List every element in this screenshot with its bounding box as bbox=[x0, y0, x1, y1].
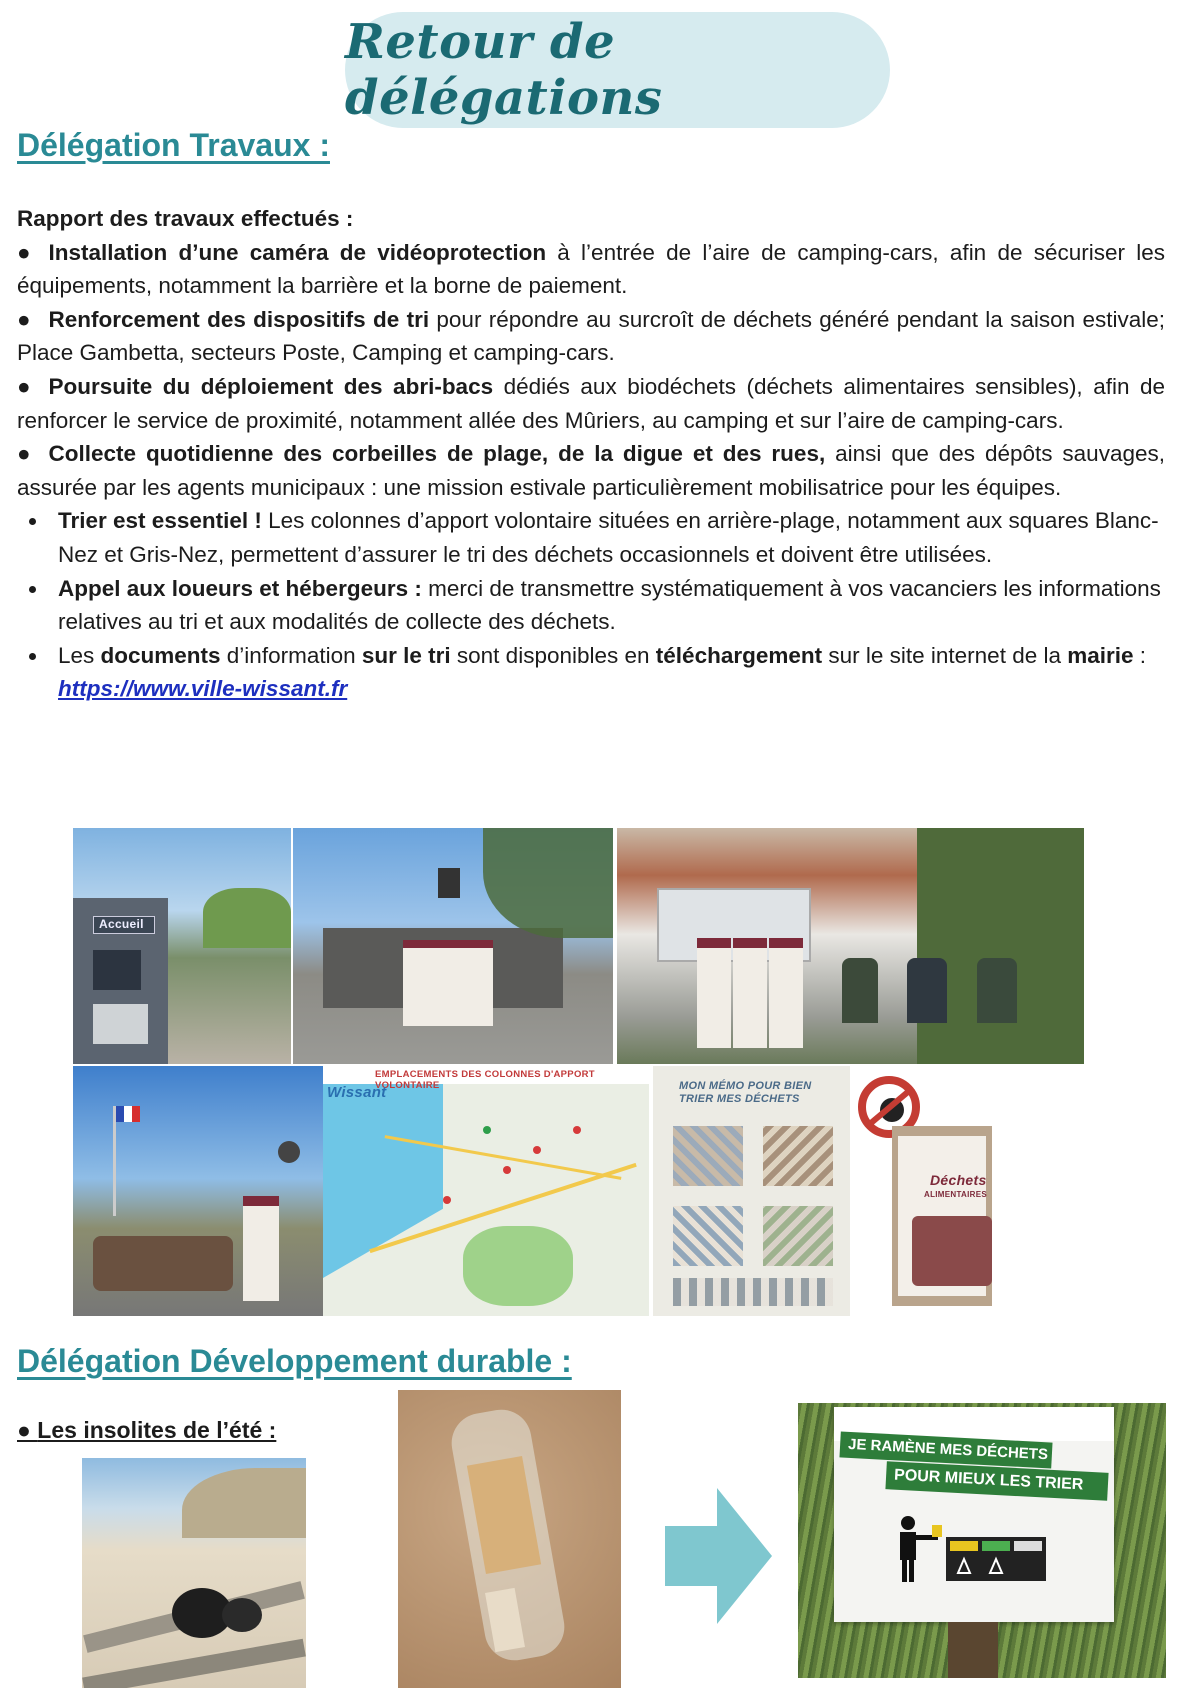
recycling-person-icon bbox=[894, 1515, 1054, 1585]
travaux-report bbox=[17, 202, 1165, 706]
bin-label: Déchets bbox=[930, 1172, 987, 1188]
section-heading-durable: Délégation Développement durable : bbox=[17, 1343, 572, 1379]
section-heading-travaux: Délégation Travaux : bbox=[17, 127, 330, 163]
map-pin-icon bbox=[483, 1126, 491, 1134]
report-item: ● Installation d’une caméra de vidéoprotection à l’entrée de l’aire de camping-cars, afin de sécuriser les équipements, notamment la barrière et la borne de paiement. bbox=[17, 236, 1165, 303]
bullet-icon: ● bbox=[17, 306, 31, 332]
insolites-heading: ● Les insolites de l’été : bbox=[17, 1417, 277, 1443]
accueil-label: Accueil bbox=[99, 917, 144, 931]
photo-beach-bins bbox=[73, 1066, 323, 1316]
tip-item: Appel aux loueurs et hébergeurs : merci de transmettre systématiquement à vos vacanciers les informations relatives au tri et aux modalités de collecte des déchets. bbox=[58, 572, 1165, 639]
tip-item-documents: Les documents d’information sur le tri sont disponibles en téléchargement sur le site internet de la mairie : https://www.ville-wissant.fr bbox=[58, 639, 1165, 706]
sign-photo bbox=[798, 1403, 1166, 1678]
photo-post-office-bins bbox=[617, 828, 1084, 1064]
map-pin-icon bbox=[503, 1166, 511, 1174]
map-title: EMPLACEMENTS DES COLONNES D'APPORT VOLONTAIRE bbox=[375, 1069, 595, 1091]
page-title: Retour de délégations bbox=[345, 14, 663, 126]
report-item: ● Renforcement des dispositifs de tri pour répondre au surcroît de déchets généré pendant la saison estivale; Place Gambetta, secteurs Poste, Camping et camping-cars. bbox=[17, 303, 1165, 370]
bullet-icon: ● bbox=[17, 373, 31, 399]
bullet-icon: ● bbox=[17, 441, 31, 467]
report-title: Rapport des travaux effectués : bbox=[17, 206, 354, 231]
bin-sublabel: ALIMENTAIRES bbox=[924, 1190, 988, 1199]
photo-payment-terminal bbox=[73, 828, 291, 1064]
sign-line1: JE RAMÈNE MES DÉCHETS bbox=[847, 1435, 1049, 1464]
photo-beach-waste-bags bbox=[82, 1458, 306, 1688]
mairie-website-link[interactable]: https://www.ville-wissant.fr bbox=[58, 676, 348, 702]
report-item: ● Collecte quotidienne des corbeilles de plage, de la digue et des rues, ainsi que des dépôts sauvages, assurée par les agents municipaux : une mission estivale particulièrement mobilisatrice pour les équipes. bbox=[17, 437, 1165, 504]
arrow-right-icon bbox=[665, 1488, 772, 1624]
map-pin-icon bbox=[443, 1196, 451, 1204]
tip-item: Trier est essentiel ! Les colonnes d’apport volontaire situées en arrière-plage, notamment aux squares Blanc-Nez et Gris-Nez, permettent d’assurer le tri des déchets occasionnels et doivent être utilisées. bbox=[58, 504, 1165, 571]
memo-title: MON MÉMO POUR BIEN TRIER MES DÉCHETS bbox=[679, 1080, 812, 1105]
bullet-icon: ● bbox=[17, 239, 31, 265]
waste-sign bbox=[834, 1407, 1114, 1622]
sign-line2: POUR MIEUX LES TRIER bbox=[893, 1466, 1084, 1494]
photo-food-waste-bin bbox=[852, 1066, 1032, 1316]
bullet-icon: ● bbox=[17, 1417, 38, 1443]
memo-sorting-poster bbox=[653, 1066, 850, 1316]
photo-bin-shelters bbox=[293, 828, 613, 1064]
page-title-banner bbox=[345, 12, 890, 128]
tips-list bbox=[17, 504, 1165, 706]
map-collection-points bbox=[323, 1066, 649, 1316]
report-item: ● Poursuite du déploiement des abri-bacs dédiés aux biodéchets (déchets alimentaires sensibles), afin de renforcer le service de proximité, notamment allée des Mûriers, au camping et sur l’aire de camping-cars. bbox=[17, 370, 1165, 437]
photo-bottle-message bbox=[398, 1390, 621, 1688]
map-pin-icon bbox=[573, 1126, 581, 1134]
map-pin-icon bbox=[533, 1146, 541, 1154]
map-logo: Wissant bbox=[327, 1084, 387, 1101]
